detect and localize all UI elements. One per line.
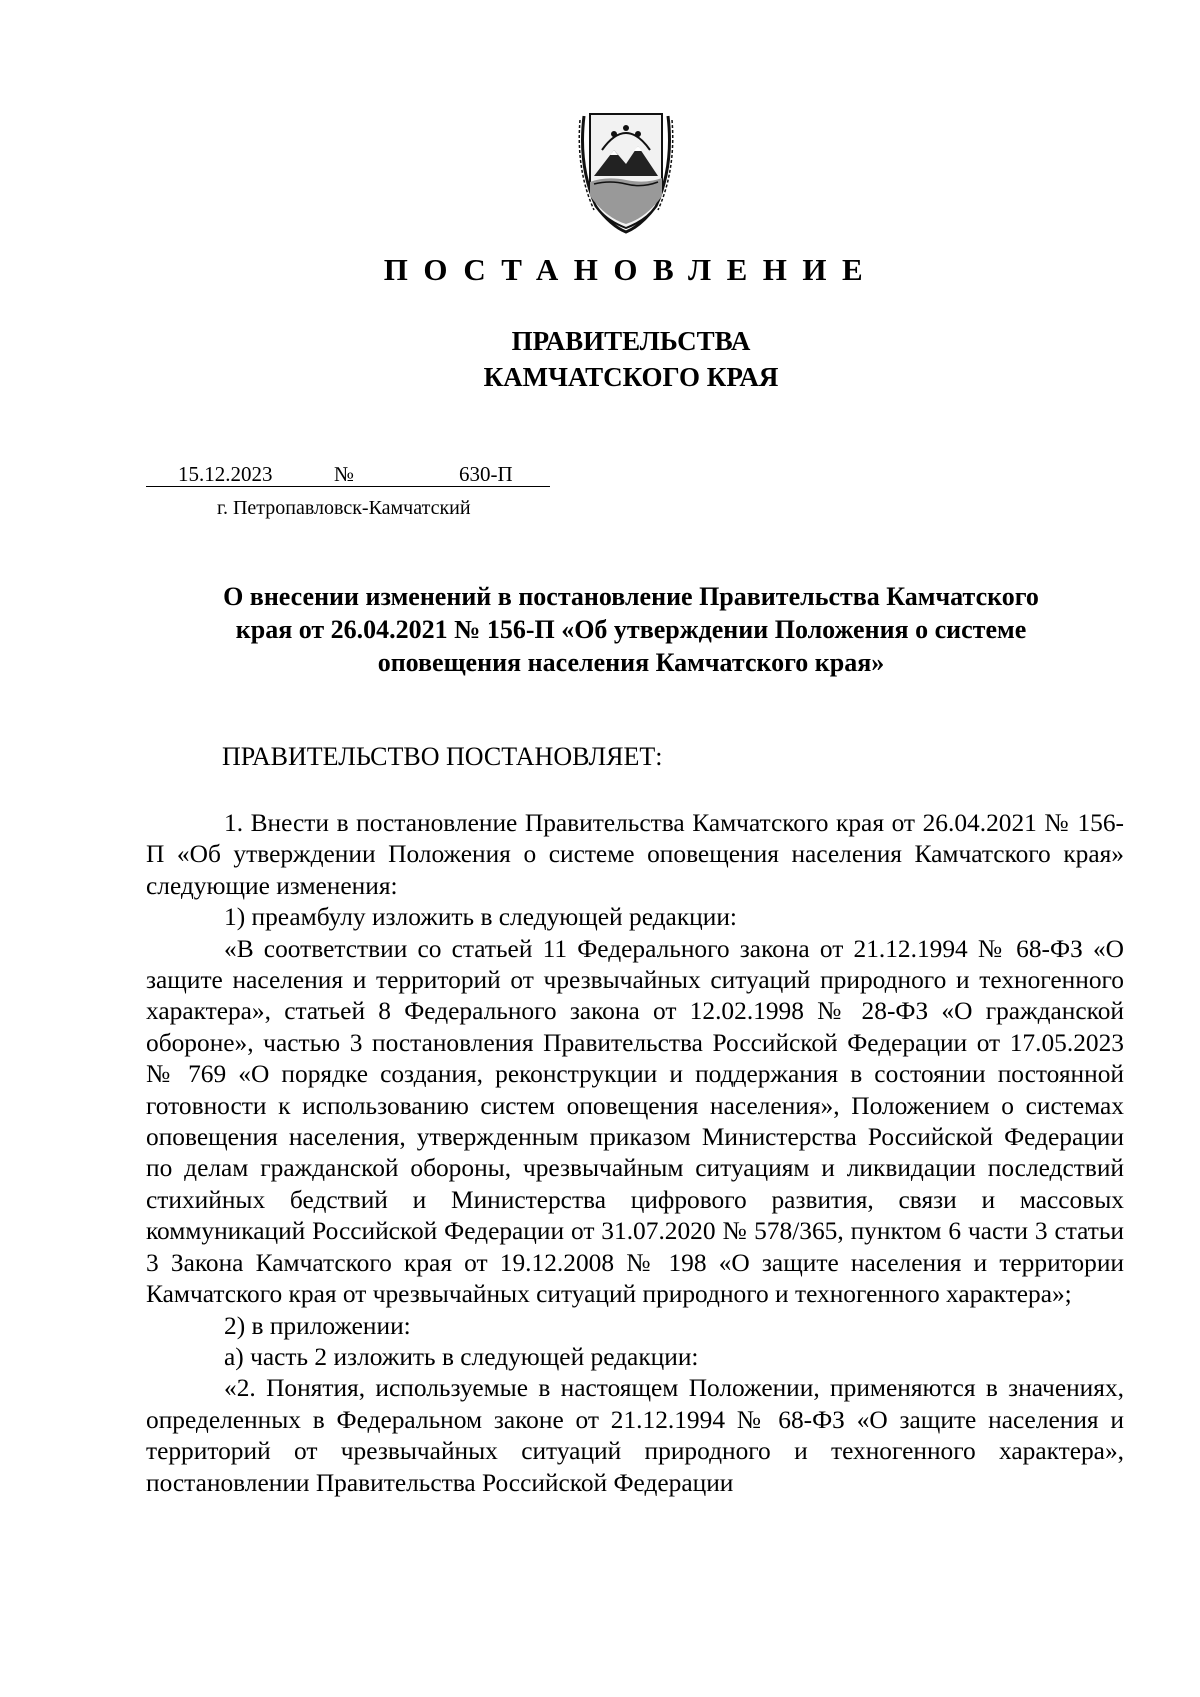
resolves-heading: ПРАВИТЕЛЬСТВО ПОСТАНОВЛЯЕТ:	[222, 742, 663, 771]
meta-underline	[146, 486, 550, 487]
body-paragraph: 2) в приложении:	[224, 1311, 411, 1340]
document-body	[146, 808, 1124, 1499]
city-line: г. Петропавловск-Камчатский	[217, 497, 471, 519]
title-line: оповещения населения Камчатского края»	[377, 648, 885, 677]
authority-line-2: КАМЧАТСКОГО КРАЯ	[483, 362, 779, 392]
title-line: О внесении изменений в постановление Правительства Камчатского	[223, 582, 1039, 611]
body-paragraph: а) часть 2 изложить в следующей редакции:	[224, 1342, 699, 1371]
body-paragraph: «В соответствии со статьей 11 Федерального закона от 21.12.1994 № 68-ФЗ «О защите населения и территорий от чрезвычайных ситуаций природного и техногенного характера», статьей 8 Федерального закона от 12.02.1998 № 28-ФЗ «О гражданской обороне», частью 3 постановления Правительства Российской Федерации от 17.05.2023 № 769 «О порядке создания, реконструкции и поддержания в состоянии постоянной готовности к использованию систем оповещения населения», Положением о системах оповещения населения, утвержденным приказом Министерства Российской Федерации по делам гражданской обороны, чрезвычайным ситуациям и ликвидации последствий стихийных бедствий и Министерства цифрового развития, связи и массовых коммуникаций Российской Федерации от 31.07.2020 № 578/365, пунктом 6 части 3 статьи 3 Закона Камчатского края от 19.12.2008 № 198 «О защите населения и территории Камчатского края от чрезвычайных ситуаций природного и техногенного характера»;	[146, 934, 1124, 1309]
body-paragraph: «2. Понятия, используемые в настоящем Положении, применяются в значениях, определенных в Федеральном законе от 21.12.1994 № 68-ФЗ «О защите населения и территорий от чрезвычайных ситуаций природного и техногенного характера», постановлении Правительства Российской Федерации	[146, 1374, 1124, 1497]
title-line: края от 26.04.2021 № 156-П «Об утверждении Положения о системе	[235, 615, 1027, 644]
document-title	[100, 580, 1162, 679]
document-date: 15.12.2023	[178, 462, 273, 486]
document-number: 630-П	[459, 462, 513, 486]
authority-line-1: ПРАВИТЕЛЬСТВА	[511, 326, 751, 356]
number-sign: №	[334, 462, 355, 486]
kamchatka-coat-of-arms-icon	[576, 106, 676, 236]
body-paragraph: 1) преамбулу изложить в следующей редакции:	[224, 903, 737, 932]
document-type-heading: ПОСТАНОВЛЕНИЕ	[383, 252, 879, 287]
body-paragraph: 1. Внести в постановление Правительства Камчатского края от 26.04.2021 № 156-П «Об утверждении Положения о системе оповещения населения Камчатского края» следующие изменения:	[146, 809, 1124, 900]
